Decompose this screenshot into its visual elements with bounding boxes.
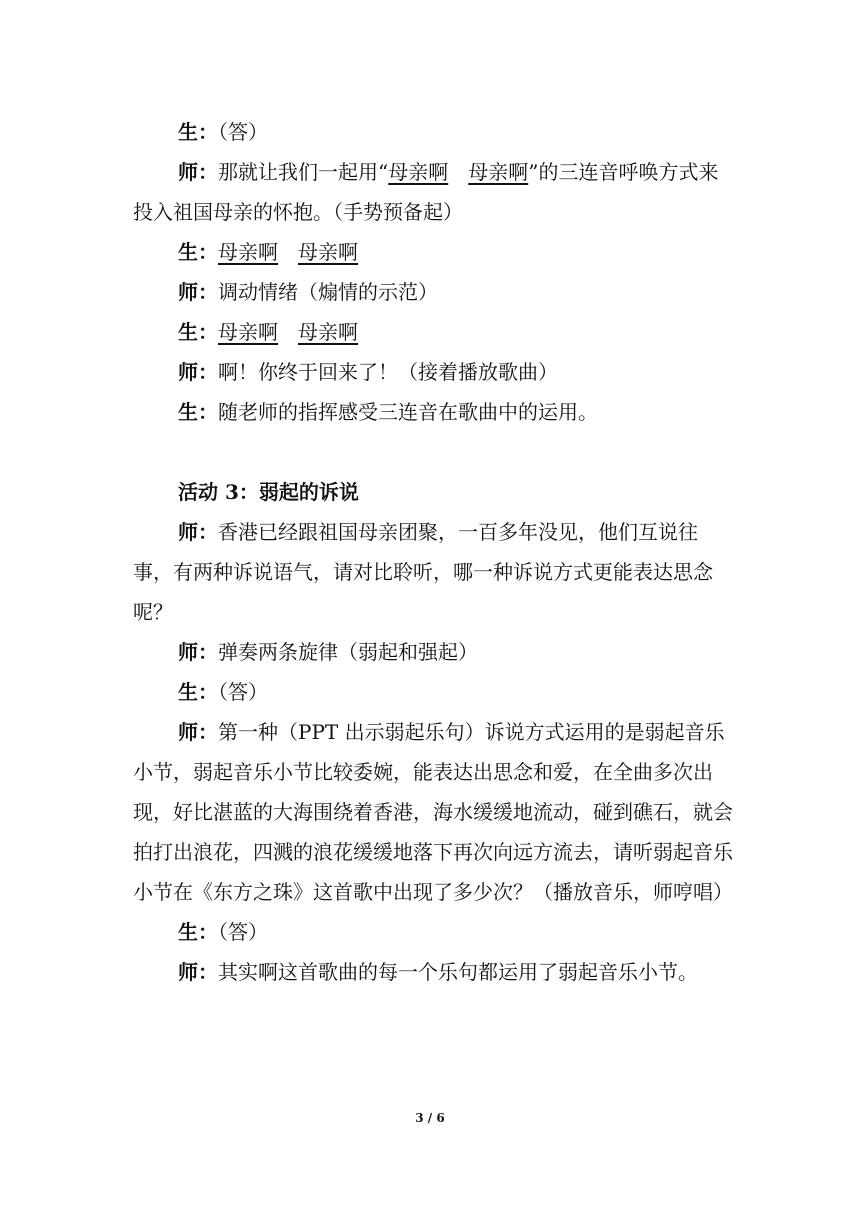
speaker-label: 师： [178,360,218,384]
dialogue-line [133,312,733,352]
speaker-label: 师： [178,160,218,184]
line-text: 随老师的指挥感受三连音在歌曲中的运用。 [218,400,598,424]
dialogue-line [133,112,733,152]
underlined-text: 母亲啊 [298,240,358,264]
underlined-text: 母亲啊 [218,320,278,344]
underlined-text: 母亲啊 [298,320,358,344]
line-text [448,160,468,184]
speaker-label: 生： [178,920,218,944]
dialogue-line [133,672,733,712]
speaker-label: 师： [178,720,218,744]
speaker-label: 师： [178,640,218,664]
dialogue-line [133,952,733,992]
section-heading: 活动 3：弱起的诉说 [178,480,359,504]
line-text: （答） [218,120,268,144]
line-text [278,320,298,344]
speaker-label: 师： [178,520,218,544]
line-text [278,240,298,264]
speaker-label: 生： [178,320,218,344]
line-text: 弹奏两条旋律（弱起和强起） [218,640,478,664]
speaker-label: 师： [178,280,218,304]
underlined-text: 母亲啊 [218,240,278,264]
line-text: 第一种（PPT 出示弱起乐句）诉说方式运用的是弱起音乐小节，弱起音乐小节比较委婉，能表达出思念和爱，在全曲多次出现，好比湛蓝的大海围绕着香港，海水缓缓地流动，碰到礁石，就会拍打出浪花，四溅的浪花缓缓地落下再次向远方流去，请听弱起音乐小节在《东方之珠》这首歌中出现了多少次？（播放音乐，师哼唱） [133,720,733,904]
dialogue-block-2 [133,512,733,992]
line-text: （答） [218,680,268,704]
speaker-label: 生： [178,120,218,144]
underlined-text: 母亲啊 [468,160,529,184]
dialogue-line [133,632,733,672]
line-text: （答） [218,920,268,944]
line-text: 那就让我们一起用“ [218,160,389,184]
speaker-label: 生： [178,240,218,264]
dialogue-line [133,512,733,632]
dialogue-line [133,152,733,232]
dialogue-line [133,912,733,952]
dialogue-block-1 [133,112,733,432]
line-text: 其实啊这首歌曲的每一个乐句都运用了弱起音乐小节。 [218,960,698,984]
line-text: ”的三连音呼唤方式来投入祖国母亲的怀抱。（手势预备起） [133,160,719,224]
page-number: 3 / 6 [415,1111,445,1125]
dialogue-line [133,272,733,312]
dialogue-line [133,712,733,912]
speaker-label: 师： [178,960,218,984]
line-text: 啊！你终于回来了！（接着播放歌曲） [218,360,558,384]
section-spacer [178,432,733,472]
speaker-label: 生： [178,680,218,704]
speaker-label: 生： [178,400,218,424]
dialogue-line [133,392,733,432]
line-text: 调动情绪（煽情的示范） [218,280,438,304]
dialogue-line [133,352,733,392]
underlined-text: 母亲啊 [388,160,449,184]
dialogue-line [133,232,733,272]
line-text: 香港已经跟祖国母亲团聚，一百多年没见，他们互说往事，有两种诉说语气，请对比聆听，哪一种诉说方式更能表达思念呢？ [133,520,713,624]
document-body [133,112,733,992]
